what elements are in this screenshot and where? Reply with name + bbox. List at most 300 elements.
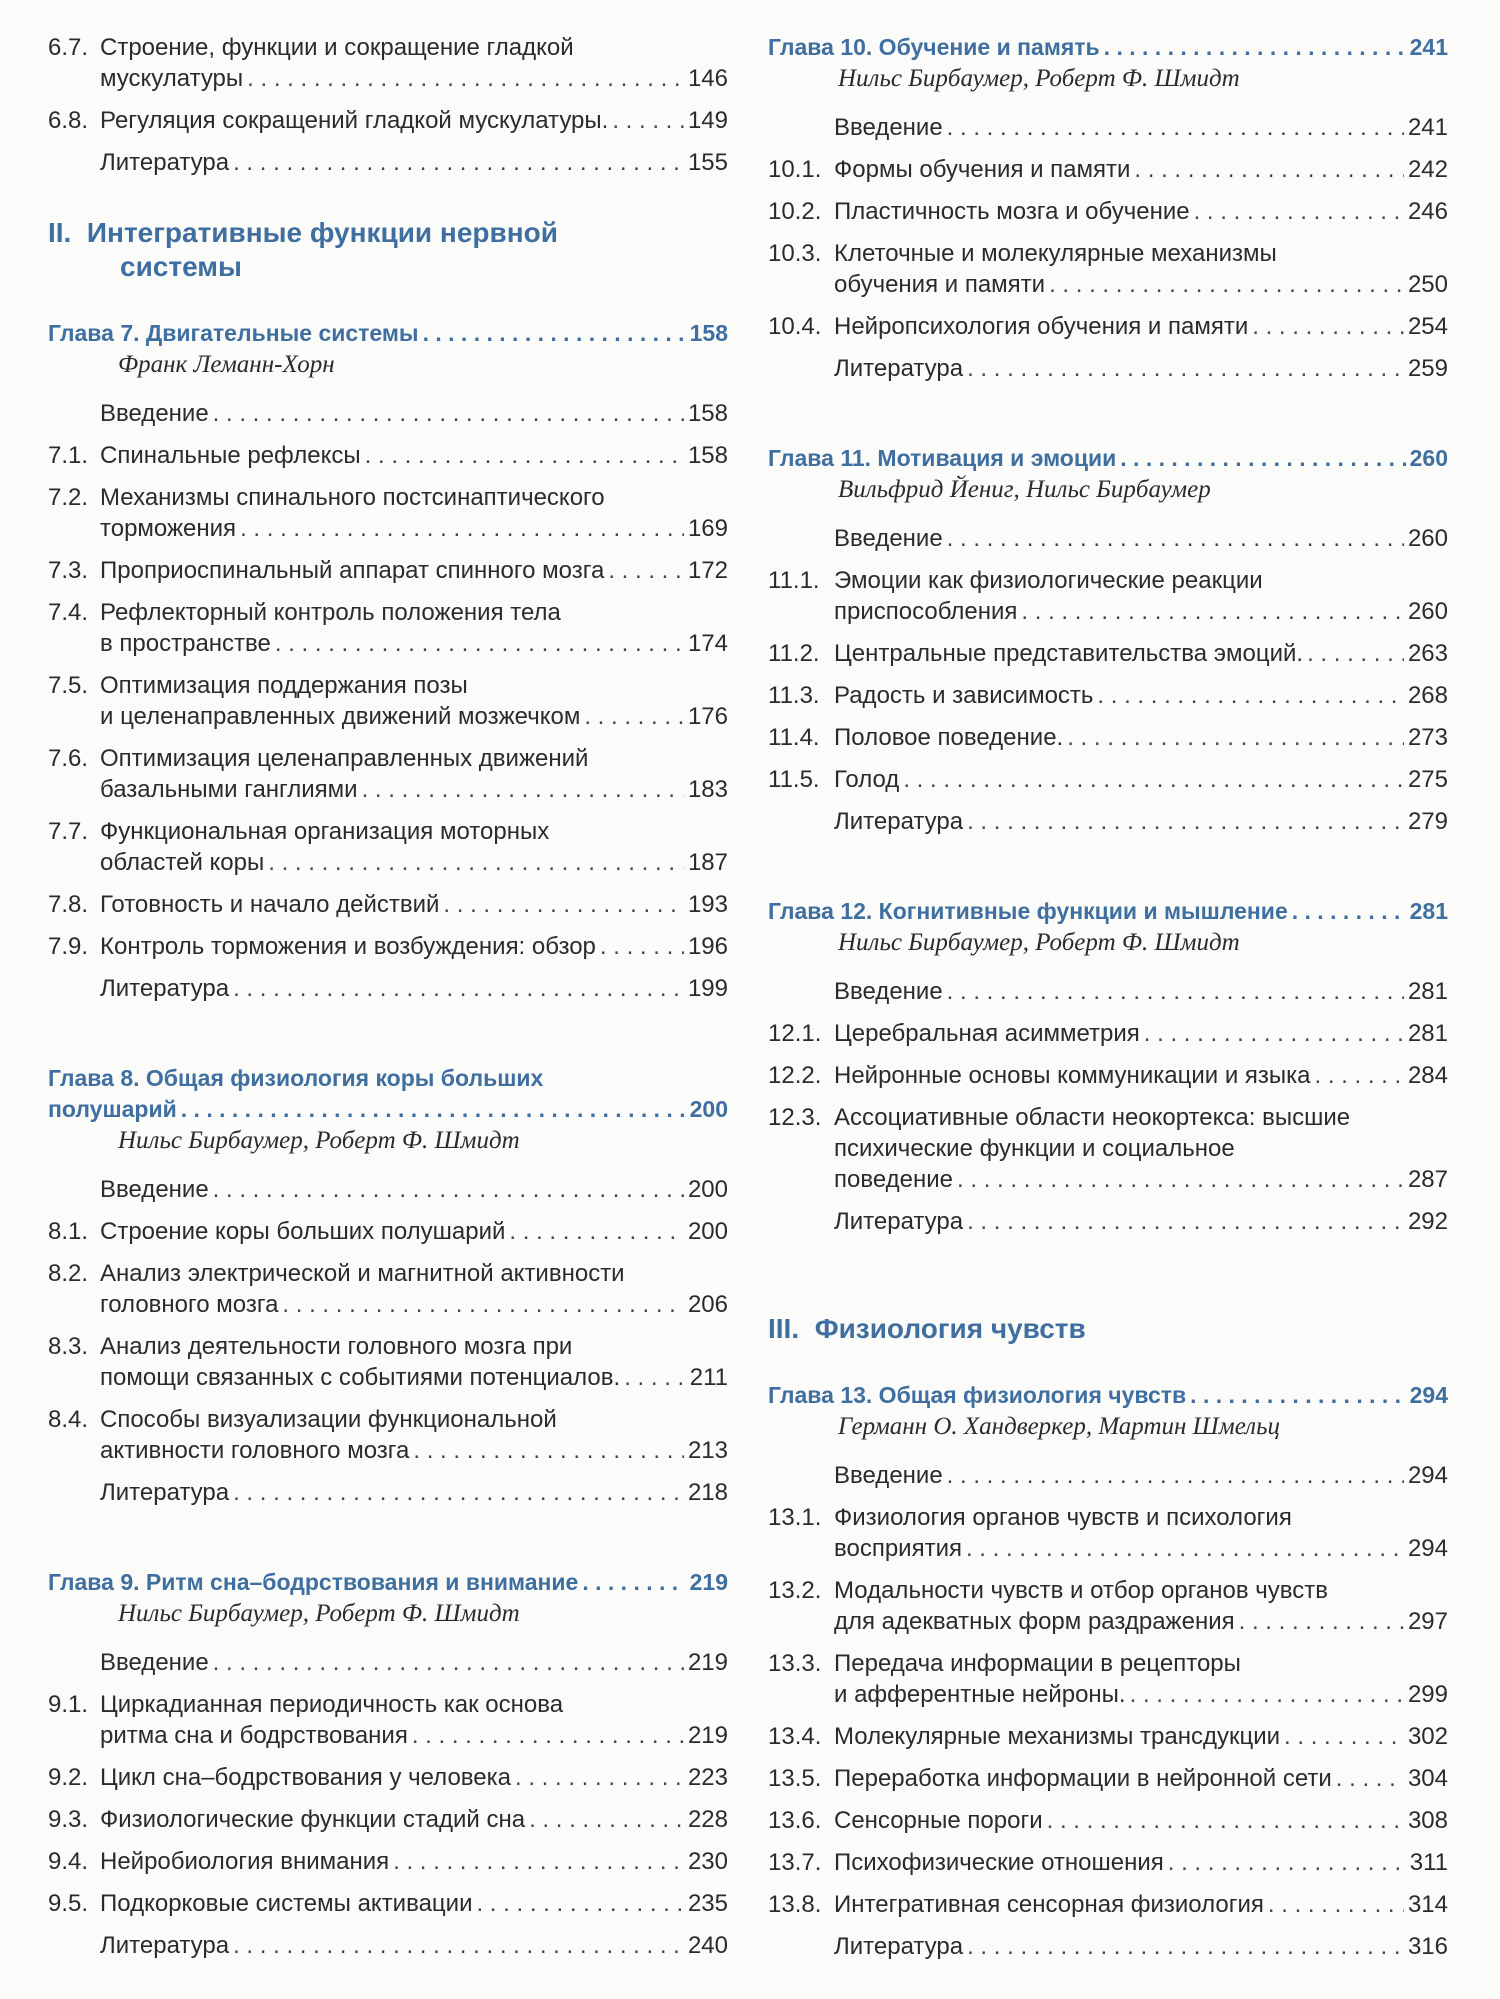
entry-last-line — [100, 63, 728, 94]
toc-entry — [768, 1889, 1448, 1920]
entry-last-line — [834, 1460, 1448, 1491]
dot-leader — [1336, 1763, 1404, 1794]
page-number: 297 — [1407, 1608, 1448, 1635]
entry-last-line — [100, 555, 728, 586]
entry-title: Литература — [834, 808, 964, 835]
chapter-heading — [768, 1380, 1448, 1411]
dot-leader — [967, 1206, 1404, 1237]
entry-text — [834, 976, 1448, 1007]
entry-text — [834, 1763, 1448, 1794]
dot-leader — [1047, 1805, 1404, 1836]
entry-title: Формы обучения и памяти — [834, 156, 1131, 183]
entry-title-line: Анализ деятельности головного мозга при — [100, 1333, 573, 1360]
page-number: 273 — [1407, 724, 1448, 751]
entry-title-line: Оптимизация поддержания позы — [100, 672, 468, 699]
chapter-block — [768, 1380, 1448, 1999]
entry-last-line — [100, 973, 728, 1004]
entry-text — [100, 1804, 728, 1835]
entry-title: Радость и зависимость — [834, 682, 1094, 709]
part-title: Интегративные функции нервной — [86, 217, 558, 248]
chapter-block — [48, 1567, 728, 1998]
chapter-title-last-line — [768, 1380, 1448, 1411]
page-number: 250 — [1407, 271, 1448, 298]
entry-title: обучения и памяти — [834, 271, 1046, 298]
dot-leader — [624, 1362, 686, 1393]
entry-text — [834, 1648, 1448, 1710]
dot-leader — [1268, 1889, 1404, 1920]
entry-text — [834, 1805, 1448, 1836]
section-number: 8.3. — [48, 1333, 89, 1360]
entry-text — [834, 1102, 1448, 1195]
toc-entry — [48, 1174, 728, 1205]
entry-title: Литература — [834, 1208, 964, 1235]
dot-leader — [947, 976, 1404, 1007]
section-number: 13.6. — [768, 1807, 822, 1834]
entry-text — [834, 1721, 1448, 1752]
page-number: 183 — [687, 776, 728, 803]
page-number: 281 — [1407, 978, 1448, 1005]
entry-last-line — [834, 1931, 1448, 1962]
toc-entry — [48, 889, 728, 920]
dot-leader — [1307, 638, 1404, 669]
entry-title: Молекулярные механизмы трансдукции — [834, 1723, 1281, 1750]
entry-last-line — [834, 1533, 1448, 1564]
entry-text — [100, 1404, 728, 1466]
chapter-page-number: 241 — [1409, 34, 1448, 60]
toc-entry — [768, 680, 1448, 711]
page-number: 268 — [1407, 682, 1448, 709]
toc-entry — [768, 638, 1448, 669]
chapter-page-number: 200 — [689, 1096, 728, 1122]
dot-leader — [423, 318, 686, 349]
dot-leader — [275, 628, 684, 659]
page-number: 294 — [1407, 1535, 1448, 1562]
entry-text — [100, 105, 728, 136]
toc-entry — [48, 1477, 728, 1508]
entry-text — [100, 440, 728, 471]
entry-last-line — [834, 806, 1448, 837]
chapter-block — [768, 896, 1448, 1274]
toc-entry — [768, 196, 1448, 227]
toc-entry — [768, 1102, 1448, 1195]
section-number: 9.1. — [48, 1691, 89, 1718]
entry-text — [100, 670, 728, 732]
section-number: 11.3. — [768, 682, 820, 709]
entry-title-line: Ассоциативные области неокортекса: высшие — [834, 1104, 1351, 1131]
page-number: 242 — [1407, 156, 1448, 183]
toc-entry — [48, 816, 728, 878]
toc-entry — [768, 353, 1448, 384]
dot-leader — [233, 147, 684, 178]
entry-text — [100, 1762, 728, 1793]
entry-title-line: Циркадианная периодичность как основа — [100, 1691, 564, 1718]
page-number: 308 — [1407, 1807, 1448, 1834]
toc-entry — [48, 32, 728, 94]
toc-entry — [48, 973, 728, 1004]
entry-title: для адекватных форм раздражения — [834, 1608, 1235, 1635]
dot-leader — [1067, 722, 1404, 753]
entry-title-line: Клеточные и молекулярные механизмы — [834, 240, 1277, 267]
entry-text — [834, 523, 1448, 554]
chapter-authors: Вильфрид Йениг, Нильс Бирбаумер — [838, 476, 1211, 503]
page-number: 292 — [1407, 1208, 1448, 1235]
toc-entry — [48, 1846, 728, 1877]
entry-title: мускулатуры — [100, 65, 244, 92]
page-number: 149 — [687, 107, 728, 134]
toc-entry — [48, 670, 728, 732]
entry-text — [834, 238, 1448, 300]
entry-last-line — [100, 513, 728, 544]
dot-leader — [413, 1435, 684, 1466]
entry-text — [834, 196, 1448, 227]
page-number: 241 — [1407, 114, 1448, 141]
page-number: 228 — [687, 1806, 728, 1833]
entry-text — [834, 680, 1448, 711]
chapter-block — [48, 318, 728, 1041]
entry-title: Литература — [834, 1933, 964, 1960]
toc-entry — [768, 1460, 1448, 1491]
entry-title: Введение — [834, 525, 943, 552]
chapter-authors: Нильс Бирбаумер, Роберт Ф. Шмидт — [118, 1600, 520, 1627]
entry-last-line — [834, 1805, 1448, 1836]
entry-last-line — [100, 398, 728, 429]
entry-title: Строение коры больших полушарий — [100, 1218, 506, 1245]
toc-entry — [768, 722, 1448, 753]
entry-title: и целенаправленных движений мозжечком — [100, 703, 581, 730]
section-number: 7.1. — [48, 442, 89, 469]
dot-leader — [1194, 196, 1404, 227]
entry-title: Регуляция сокращений гладкой мускулатуры. — [100, 107, 609, 134]
toc-entry — [768, 1847, 1448, 1878]
entry-title: Церебральная асимметрия — [834, 1020, 1140, 1047]
section-number: 13.2. — [768, 1577, 822, 1604]
chapter-block — [768, 443, 1448, 874]
entry-title: Физиологические функции стадий сна — [100, 1806, 526, 1833]
toc-entry — [768, 976, 1448, 1007]
entry-text — [834, 806, 1448, 837]
entry-last-line — [834, 196, 1448, 227]
entry-title: Нейробиология внимания — [100, 1848, 390, 1875]
entry-title-line: Анализ электрической и магнитной активности — [100, 1260, 625, 1287]
chapter-page-number: 260 — [1409, 445, 1448, 471]
section-number: 7.2. — [48, 484, 89, 511]
chapter-authors: Франк Леманн-Хорн — [118, 351, 335, 378]
entry-text — [100, 1216, 728, 1247]
entry-title: Литература — [100, 975, 230, 1002]
toc-entry — [768, 1648, 1448, 1710]
entry-text — [100, 1331, 728, 1393]
dot-leader — [515, 1762, 684, 1793]
entry-title-line: Механизмы спинального постсинаптического — [100, 484, 605, 511]
entry-title: Спинальные рефлексы — [100, 442, 361, 469]
section-number: 9.5. — [48, 1890, 89, 1917]
page-number: 158 — [687, 400, 728, 427]
toc-entry — [48, 1404, 728, 1466]
chapter-block — [48, 1063, 728, 1545]
page-number: 219 — [687, 1722, 728, 1749]
entry-text — [100, 1258, 728, 1320]
entry-text — [834, 1889, 1448, 1920]
entry-title: Переработка информации в нейронной сети — [834, 1765, 1332, 1792]
entry-last-line — [834, 1060, 1448, 1091]
toc-entry — [768, 1018, 1448, 1049]
entry-title: торможения — [100, 515, 237, 542]
toc-entry — [48, 1888, 728, 1919]
entry-text — [834, 1502, 1448, 1564]
page-number: 260 — [1407, 598, 1448, 625]
entry-title: ритма сна и бодрствования — [100, 1722, 408, 1749]
entry-last-line — [834, 638, 1448, 669]
entry-title: областей коры — [100, 849, 265, 876]
entry-title: Половое поведение. — [834, 724, 1064, 751]
entry-last-line — [834, 1679, 1448, 1710]
dot-leader — [1252, 311, 1404, 342]
section-number: 11.1. — [768, 567, 820, 594]
entry-title-line: Рефлекторный контроль положения тела — [100, 599, 561, 626]
entry-title: и афферентные нейроны. — [834, 1681, 1126, 1708]
page-number: 299 — [1407, 1681, 1448, 1708]
page-number: 240 — [687, 1932, 728, 1959]
section-number: 7.4. — [48, 599, 89, 626]
entry-title-line: Физиология органов чувств и психология — [834, 1504, 1292, 1531]
chapter-gap — [768, 395, 1448, 421]
entry-last-line — [834, 1721, 1448, 1752]
dot-leader — [967, 353, 1404, 384]
entry-title-line: психические функции и социальное — [834, 1135, 1235, 1162]
section-number: 8.1. — [48, 1218, 89, 1245]
chapter-heading — [48, 1567, 728, 1598]
dot-leader — [600, 931, 684, 962]
toc-entry — [48, 931, 728, 962]
toc-entry — [768, 1060, 1448, 1091]
entry-text — [834, 1206, 1448, 1237]
entry-last-line — [100, 1888, 728, 1919]
dot-leader — [1120, 443, 1405, 474]
page-number: 302 — [1407, 1723, 1448, 1750]
chapter-title-last-line — [48, 1567, 728, 1598]
entry-last-line — [100, 847, 728, 878]
toc-entry — [48, 398, 728, 429]
page-number: 158 — [687, 442, 728, 469]
page-number: 199 — [687, 975, 728, 1002]
entry-last-line — [834, 353, 1448, 384]
dot-leader — [1144, 1018, 1404, 1049]
part-title-line — [768, 1312, 1448, 1346]
chapter-page-number: 294 — [1409, 1382, 1448, 1408]
entry-title: Введение — [100, 400, 209, 427]
section-number: 7.6. — [48, 745, 89, 772]
page-number: 279 — [1407, 808, 1448, 835]
dot-leader — [1284, 1721, 1404, 1752]
section-number: 7.3. — [48, 557, 89, 584]
entry-title: Литература — [100, 1932, 230, 1959]
section-number: 9.4. — [48, 1848, 89, 1875]
entry-text — [834, 1018, 1448, 1049]
entry-title: помощи связанных с событиями потенциалов. — [100, 1364, 621, 1391]
toc-entry — [48, 147, 728, 178]
chapter-title: Глава 7. Двигательные системы — [48, 320, 419, 346]
dot-leader — [1168, 1847, 1406, 1878]
chapter-title-last-line — [768, 32, 1448, 63]
toc-entry — [768, 1931, 1448, 1962]
page-number: 294 — [1407, 1462, 1448, 1489]
toc-entry — [768, 311, 1448, 342]
dot-leader — [443, 889, 684, 920]
entry-last-line — [100, 701, 728, 732]
page-number: 174 — [687, 630, 728, 657]
toc-entry — [48, 1647, 728, 1678]
chapter-heading — [768, 32, 1448, 63]
entry-text — [834, 764, 1448, 795]
entry-title: головного мозга — [100, 1291, 279, 1318]
entry-last-line — [100, 1216, 728, 1247]
chapter-authors: Нильс Бирбаумер, Роберт Ф. Шмидт — [118, 1127, 520, 1154]
dot-leader — [1097, 680, 1404, 711]
section-number: 13.8. — [768, 1891, 822, 1918]
entry-last-line — [834, 1763, 1448, 1794]
entry-text — [100, 32, 728, 94]
entry-text — [834, 154, 1448, 185]
toc-entry — [48, 1804, 728, 1835]
entry-last-line — [834, 680, 1448, 711]
chapter-gap — [48, 1519, 728, 1545]
entry-text — [100, 398, 728, 429]
entry-title-line: Передача информации в рецепторы — [834, 1650, 1241, 1677]
entry-last-line — [100, 889, 728, 920]
entry-last-line — [834, 269, 1448, 300]
chapter-title: Глава 13. Общая физиология чувств — [768, 1382, 1187, 1408]
page-number: 146 — [687, 65, 728, 92]
section-number: 11.5. — [768, 766, 820, 793]
entry-text — [834, 112, 1448, 143]
entry-title-line: Строение, функции и сокращение гладкой — [100, 34, 574, 61]
entry-last-line — [834, 976, 1448, 1007]
entry-title: Введение — [834, 1462, 943, 1489]
page-number: 193 — [687, 891, 728, 918]
chapter-title: Глава 10. Обучение и память — [768, 34, 1100, 60]
toc-entry — [48, 1331, 728, 1393]
entry-last-line — [834, 523, 1448, 554]
entry-last-line — [100, 1846, 728, 1877]
entry-text — [834, 638, 1448, 669]
section-number: 12.2. — [768, 1062, 822, 1089]
page-number: 259 — [1407, 355, 1448, 382]
section-number: 10.3. — [768, 240, 822, 267]
page-number: 311 — [1409, 1849, 1448, 1876]
section-number: 6.7. — [48, 34, 89, 61]
entry-text — [100, 1930, 728, 1961]
chapter-title-line: Глава 8. Общая физиология коры больших — [48, 1065, 544, 1091]
chapter-block — [768, 32, 1448, 421]
page-number: 304 — [1407, 1765, 1448, 1792]
toc-entry — [48, 440, 728, 471]
chapter-page-number: 158 — [689, 320, 728, 346]
entry-last-line — [834, 112, 1448, 143]
entry-title: Цикл сна–бодрствования у человека — [100, 1764, 511, 1791]
page-number: 260 — [1407, 525, 1448, 552]
entry-text — [100, 816, 728, 878]
dot-leader — [268, 847, 684, 878]
dot-leader — [1239, 1606, 1404, 1637]
toc-entry — [768, 764, 1448, 795]
entry-title: Центральные представительства эмоций. — [834, 640, 1304, 667]
entry-last-line — [834, 311, 1448, 342]
entry-text — [834, 1060, 1448, 1091]
entry-text — [100, 147, 728, 178]
entry-last-line — [100, 440, 728, 471]
dot-leader — [240, 513, 684, 544]
dot-leader — [1292, 896, 1406, 927]
entry-last-line — [100, 628, 728, 659]
chapter-title-last-line — [768, 443, 1448, 474]
section-number: 11.2. — [768, 640, 820, 667]
dot-leader — [476, 1888, 683, 1919]
chapter-gap — [48, 1972, 728, 1998]
dot-leader — [967, 806, 1404, 837]
dot-leader — [213, 1174, 684, 1205]
section-number: 8.4. — [48, 1406, 89, 1433]
dot-leader — [362, 774, 684, 805]
toc-entry — [768, 1502, 1448, 1564]
entry-last-line — [100, 1720, 728, 1751]
entry-text — [100, 1689, 728, 1751]
dot-leader — [509, 1216, 684, 1247]
chapter-title: Глава 12. Когнитивные функции и мышление — [768, 898, 1288, 924]
page-number: 155 — [687, 149, 728, 176]
toc-entry — [768, 1575, 1448, 1637]
entry-last-line — [100, 931, 728, 962]
dot-leader — [947, 112, 1404, 143]
entry-text — [100, 1846, 728, 1877]
entry-last-line — [834, 1606, 1448, 1637]
chapter-title: Глава 11. Мотивация и эмоции — [768, 445, 1117, 471]
entry-title: Литература — [834, 355, 964, 382]
dot-leader — [1130, 1679, 1404, 1710]
toc-entry — [768, 1805, 1448, 1836]
entry-text — [100, 931, 728, 962]
page-number: 196 — [687, 933, 728, 960]
entry-text — [834, 311, 1448, 342]
dot-leader — [282, 1289, 684, 1320]
dot-leader — [1104, 32, 1406, 63]
part-roman-numeral: II. — [48, 217, 72, 248]
entry-last-line — [100, 1647, 728, 1678]
page-number: 287 — [1407, 1166, 1448, 1193]
entry-last-line — [100, 1930, 728, 1961]
entry-last-line — [834, 1206, 1448, 1237]
dot-leader — [213, 398, 684, 429]
part-heading — [768, 1312, 1448, 1346]
entry-title: Введение — [100, 1649, 209, 1676]
chapter-authors: Нильс Бирбаумер, Роберт Ф. Шмидт — [838, 65, 1240, 92]
chapter-page-number: 281 — [1409, 898, 1448, 924]
dot-leader — [233, 1930, 684, 1961]
section-number: 11.4. — [768, 724, 820, 751]
entry-text — [100, 482, 728, 544]
entry-last-line — [834, 764, 1448, 795]
toc-entry — [48, 1216, 728, 1247]
dot-leader — [529, 1804, 684, 1835]
chapter-page-number: 219 — [689, 1569, 728, 1595]
page-number: 263 — [1407, 640, 1448, 667]
entry-last-line — [834, 1164, 1448, 1195]
chapter-heading — [768, 443, 1448, 474]
entry-title: приспособления — [834, 598, 1018, 625]
page-number: 206 — [687, 1291, 728, 1318]
entry-last-line — [100, 1362, 728, 1393]
toc-entry — [48, 482, 728, 544]
chapter-title: Глава 9. Ритм сна–бодрствования и внимание — [48, 1569, 579, 1595]
